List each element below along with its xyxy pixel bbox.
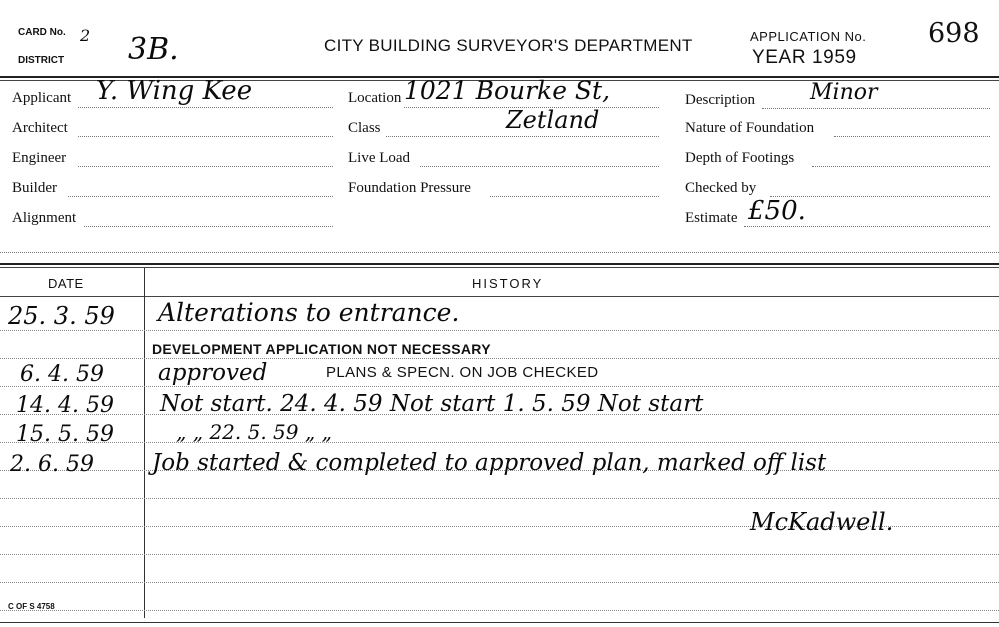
history-entry: „ „ 22. 5. 59 „ „ [176, 420, 332, 444]
location-label: Location [348, 90, 402, 106]
card-no-value: 2 [80, 26, 91, 45]
history-entry: approved [158, 360, 268, 386]
plans-checked-stamp: PLANS & SPECN. ON JOB CHECKED [326, 364, 599, 381]
application-number: 698 [928, 18, 980, 49]
history-entry: Job started & completed to approved plan, marked off list [152, 450, 827, 476]
district-value: 3B. [128, 32, 179, 67]
description-value: Minor [810, 80, 878, 105]
description-label: Description [685, 92, 755, 108]
location-value-line1: 1021 Bourke St, [404, 76, 611, 105]
development-stamp: DEVELOPMENT APPLICATION NOT NECESSARY [152, 341, 491, 357]
history-entry: Not start. 24. 4. 59 Not start 1. 5. 59 Not start [160, 391, 704, 417]
history-column-header: HISTORY [472, 276, 544, 291]
history-date: 6. 4. 59 [20, 362, 104, 387]
applicant-label: Applicant [12, 90, 72, 106]
estimate-label: Estimate [685, 210, 738, 226]
architect-label: Architect [12, 120, 68, 136]
history-date: 14. 4. 59 [16, 393, 114, 418]
district-label: DISTRICT [18, 55, 65, 66]
builder-label: Builder [12, 180, 57, 196]
column-divider [144, 268, 145, 618]
form-code: C OF S 4758 [8, 602, 55, 611]
live-load-label: Live Load [348, 150, 411, 166]
year-label: YEAR 1959 [752, 47, 857, 68]
application-no-label: APPLICATION No. [750, 29, 867, 44]
history-entry: Alterations to entrance. [158, 298, 460, 327]
checked-by-label: Checked by [685, 180, 757, 196]
card-no-label: CARD No. [18, 27, 66, 38]
class-label: Class [348, 120, 381, 136]
history-date: 25. 3. 59 [8, 302, 115, 330]
department-title: CITY BUILDING SURVEYOR'S DEPARTMENT [324, 36, 693, 55]
alignment-label: Alignment [12, 210, 77, 226]
estimate-value: £50. [748, 196, 806, 226]
history-date: 15. 5. 59 [16, 422, 114, 447]
foundation-pressure-label: Foundation Pressure [348, 180, 471, 196]
applicant-value: Y. Wing Kee [96, 76, 253, 106]
history-date: 2. 6. 59 [10, 452, 94, 477]
location-value-line2: Zetland [506, 106, 600, 134]
date-column-header: DATE [48, 276, 84, 291]
depth-of-footings-label: Depth of Footings [685, 150, 795, 166]
engineer-label: Engineer [12, 150, 67, 166]
nature-of-foundation-label: Nature of Foundation [685, 120, 815, 136]
inspector-signature: McKadwell. [750, 508, 894, 536]
